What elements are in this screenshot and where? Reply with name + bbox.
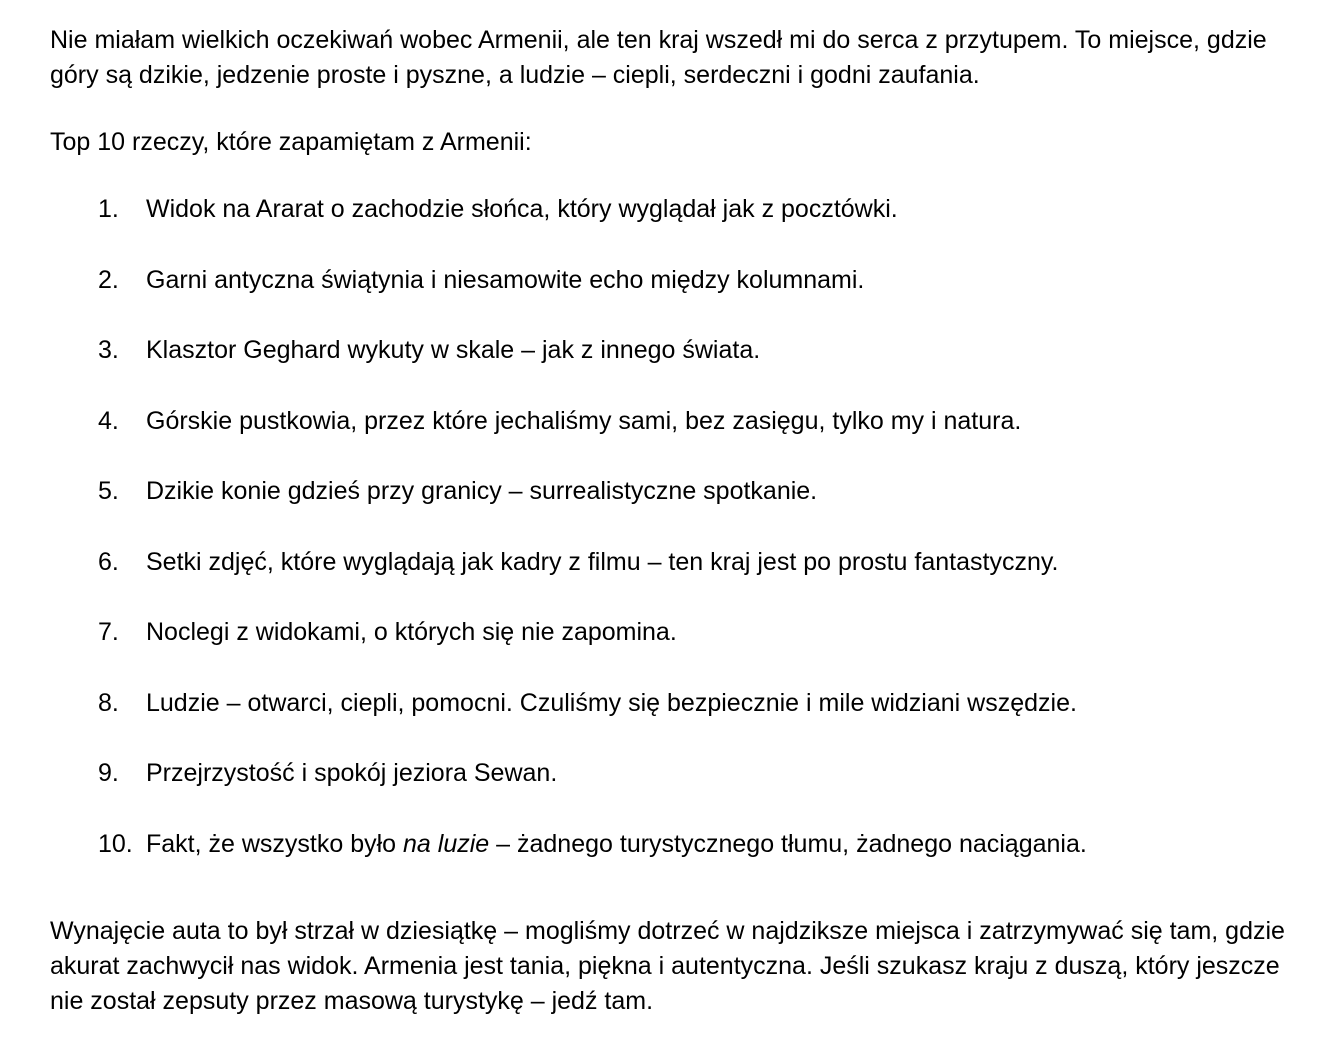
intro-paragraph: Nie miałam wielkich oczekiwań wobec Armenii, ale ten kraj wszedł mi do serca z przytupem. To miejsce, gdzie góry są dzikie, jedzenie proste i pyszne, a ludzie – ciepli, serdeczni i godni zaufania. (50, 26, 1267, 89)
list-item-number: 3. (98, 336, 119, 364)
list-item (50, 615, 1290, 650)
list-item (50, 827, 1290, 862)
list-item (50, 404, 1290, 439)
list-item-text: Widok na Ararat o zachodzie słońca, który wyglądał jak z pocztówki. (146, 195, 898, 223)
list-item-text: Górskie pustkowia, przez które jechaliśmy sami, bez zasięgu, tylko my i natura. (146, 406, 1022, 435)
list-item-number: 4. (98, 406, 119, 435)
top-10-list (50, 192, 1290, 862)
list-item (50, 333, 1290, 368)
list-item-text: Setki zdjęć, które wyglądają jak kadry z filmu – ten kraj jest po prostu fantastyczny. (146, 547, 1059, 576)
emphasized-text: na luzie (403, 829, 490, 858)
list-item-text: Przejrzystość i spokój jeziora Sewan. (146, 759, 558, 787)
list-item-number: 8. (98, 688, 119, 717)
outro-paragraph: Wynajęcie auta to był strzał w dziesiątkę – mogliśmy dotrzeć w najdziksze miejsca i zatrzymywać się tam, gdzie akurat zachwycił nas widok. Armenia jest tania, piękna i autentyczna. Jeśli szukasz kraju z duszą, który jeszcze nie został zepsuty przez masową turystykę – jedź tam. (50, 916, 1285, 1015)
list-item (50, 192, 1290, 227)
document-body (50, 23, 1290, 1019)
list-item-text-after-emphasis: – żadnego turystycznego tłumu, żadnego naciągania. (489, 829, 1087, 858)
list-item (50, 263, 1290, 298)
list-item-text: Dzikie konie gdzieś przy granicy – surrealistyczne spotkanie. (146, 477, 818, 505)
list-item-number: 5. (98, 477, 119, 505)
list-item-text: Ludzie – otwarci, ciepli, pomocni. Czuliśmy się bezpiecznie i mile widziani wszędzie. (146, 688, 1077, 717)
list-item-number: 1. (98, 195, 119, 223)
list-item-text: Noclegi z widokami, o których się nie zapomina. (146, 618, 677, 646)
list-item (50, 545, 1290, 580)
list-item-text: Klasztor Geghard wykuty w skale – jak z innego świata. (146, 336, 761, 364)
list-item-text: Garni antyczna świątynia i niesamowite echo między kolumnami. (146, 265, 865, 294)
list-item-number: 6. (98, 547, 119, 576)
list-item-text-before-emphasis: Fakt, że wszystko było (146, 829, 404, 858)
list-item-number: 10. (98, 829, 133, 858)
list-item (50, 474, 1290, 509)
list-heading: Top 10 rzeczy, które zapamiętam z Armenii: (50, 128, 532, 156)
list-item-number: 9. (98, 759, 119, 787)
list-item-text (146, 830, 1087, 858)
list-item-number: 2. (98, 265, 119, 294)
list-item (50, 756, 1290, 791)
list-item-number: 7. (98, 618, 119, 646)
list-item (50, 686, 1290, 721)
